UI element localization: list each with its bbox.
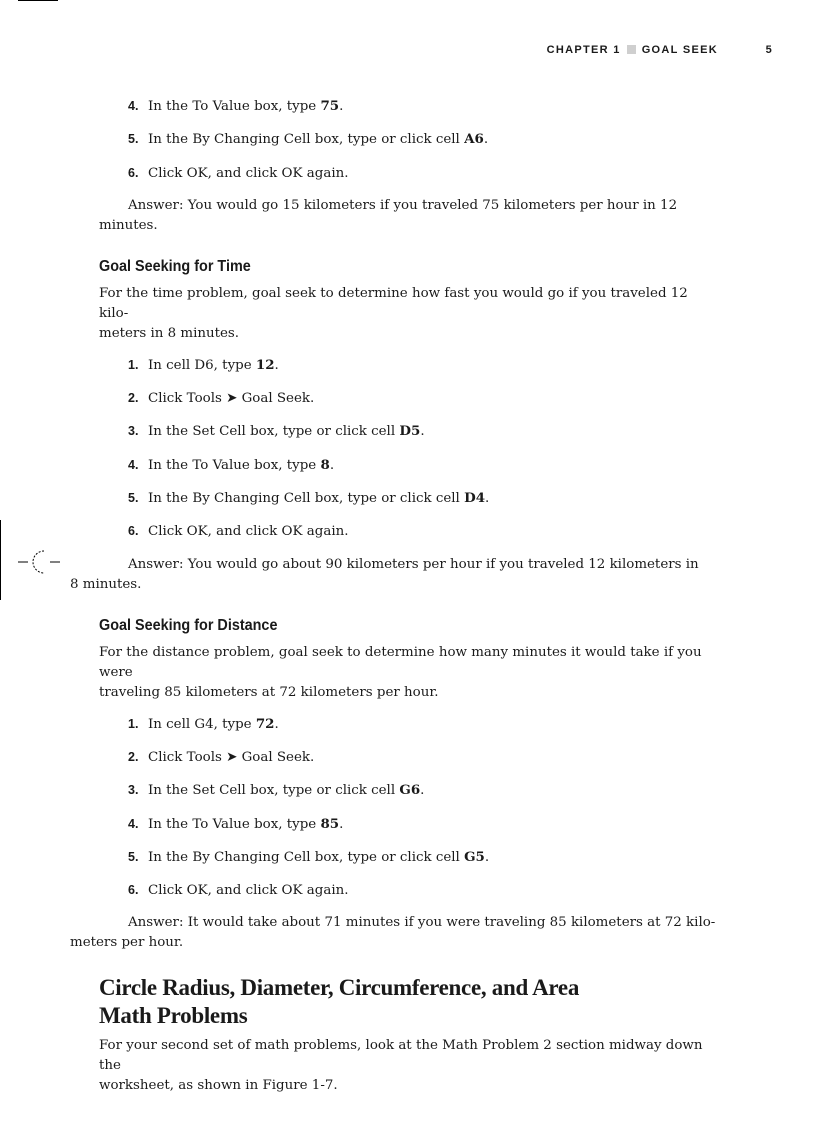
- step-end: .: [485, 491, 490, 507]
- step-item: [99, 488, 719, 509]
- step-end: .: [484, 849, 490, 865]
- step-end: .: [329, 457, 335, 473]
- closing-line: worksheet, as shown in Figure 1-7.: [99, 1078, 338, 1094]
- section-label: GOAL SEEK: [641, 44, 718, 56]
- step-text: Click OK, and click OK again.: [148, 165, 349, 181]
- step-item: [99, 355, 719, 376]
- step-value: 85: [320, 815, 340, 832]
- intro-line: For the distance problem, goal seek to determine how many minutes it would take if you were: [99, 644, 702, 680]
- step-number: 5.: [128, 491, 139, 506]
- crop-mark-left: [0, 520, 1, 600]
- step-number: 6.: [128, 524, 139, 539]
- step-list: [99, 96, 719, 184]
- step-number: 5.: [128, 132, 139, 147]
- step-item: [99, 521, 719, 542]
- step-text: Click Tools ➤ Goal Seek.: [148, 749, 315, 765]
- step-end: .: [274, 357, 279, 373]
- step-text: Click OK, and click OK again.: [148, 883, 349, 899]
- step-value: D5: [399, 423, 421, 440]
- step-text: In the To Value box, type: [148, 99, 321, 114]
- answer-paragraph: [70, 555, 719, 595]
- step-number: 1.: [128, 357, 139, 372]
- step-end: .: [274, 716, 279, 732]
- step-item: [99, 780, 719, 801]
- step-item: [99, 814, 719, 835]
- step-number: 5.: [128, 849, 139, 864]
- heading-line: Circle Radius, Diameter, Circumference, and Area: [99, 975, 580, 1001]
- step-number: 3.: [128, 424, 139, 439]
- intro-paragraph: [99, 643, 719, 703]
- step-end: .: [420, 424, 425, 440]
- intro-line: For the time problem, goal seek to determine how fast you would go if you traveled 12 kilo-: [99, 285, 688, 321]
- step-number: 4.: [128, 816, 139, 831]
- step-end: .: [420, 783, 425, 799]
- header-title: [547, 44, 718, 56]
- step-item: [99, 96, 719, 117]
- step-value: 72: [255, 715, 275, 732]
- step-value: G5: [464, 848, 485, 865]
- separator-square-icon: [627, 45, 636, 54]
- step-number: 6.: [128, 883, 139, 898]
- answer-line: Answer: It would take about 71 minutes if you were traveling 85 kilometers at 72 kilo-: [128, 915, 716, 931]
- step-number: 2.: [128, 391, 139, 406]
- step-value: 8: [320, 456, 330, 473]
- closing-paragraph: [99, 1036, 719, 1096]
- step-number: 1.: [128, 716, 139, 731]
- heading-line: Math Problems: [99, 1003, 248, 1029]
- answer-line: meters per hour.: [70, 935, 184, 951]
- step-item: [99, 129, 719, 150]
- step-item: [99, 163, 719, 184]
- page-number: 5: [765, 44, 773, 56]
- step-end: .: [339, 816, 344, 832]
- answer-line: 8 minutes.: [70, 576, 142, 592]
- step-list: [99, 355, 719, 542]
- step-text: Click OK, and click OK again.: [148, 524, 349, 540]
- step-item: [99, 455, 719, 476]
- step-number: 3.: [128, 783, 139, 798]
- step-text: In the By Changing Cell box, type or click cell: [148, 491, 465, 507]
- closing-line: For your second set of math problems, look at the Math Problem 2 section midway down the: [99, 1038, 703, 1074]
- step-text: In the By Changing Cell box, type or click cell: [148, 849, 465, 865]
- answer-text: Answer: You would go 15 kilometers if you traveled 75 kilometers per hour in 12 minutes.: [99, 197, 678, 233]
- step-number: 2.: [128, 749, 139, 764]
- step-item: [99, 388, 719, 409]
- section-heading-circle: [99, 974, 719, 1030]
- step-text: In the Set Cell box, type or click cell: [148, 424, 400, 440]
- step-number: 4.: [128, 99, 139, 113]
- step-text: In the Set Cell box, type or click cell: [148, 783, 400, 799]
- step-value: 12: [255, 356, 275, 373]
- section-heading-distance: Goal Seeking for Distance: [99, 616, 278, 634]
- step-end: .: [483, 132, 489, 148]
- crop-mark-top: [18, 0, 58, 1]
- step-value: D4: [464, 490, 486, 507]
- step-item: [99, 847, 719, 868]
- chapter-label: CHAPTER 1: [546, 44, 621, 56]
- intro-line: meters in 8 minutes.: [99, 325, 240, 341]
- intro-line: traveling 85 kilometers at 72 kilometers per hour.: [99, 684, 439, 700]
- answer-paragraph: [99, 196, 719, 236]
- step-text: In cell G4, type: [148, 716, 256, 732]
- page-content: [70, 96, 719, 1096]
- step-item: [99, 421, 719, 442]
- running-header: [0, 44, 816, 58]
- section-heading-time: Goal Seeking for Time: [99, 257, 251, 275]
- step-number: 4.: [128, 457, 139, 472]
- step-value: A6: [464, 131, 484, 148]
- registration-mark-icon: [16, 548, 62, 576]
- step-item: [99, 714, 719, 735]
- step-item: [99, 880, 719, 901]
- step-number: 6.: [128, 165, 139, 180]
- step-value: G6: [399, 782, 421, 799]
- step-text: In cell D6, type: [148, 357, 256, 373]
- intro-paragraph: [99, 284, 719, 344]
- step-end: .: [339, 99, 344, 114]
- answer-paragraph: [70, 913, 719, 953]
- step-list: [99, 714, 719, 901]
- step-text: In the By Changing Cell box, type or click cell: [148, 132, 465, 148]
- step-text: Click Tools ➤ Goal Seek.: [148, 391, 315, 407]
- step-text: In the To Value box, type: [148, 816, 321, 832]
- step-text: In the To Value box, type: [148, 457, 321, 473]
- step-item: [99, 747, 719, 768]
- step-value: 75: [320, 98, 340, 114]
- answer-line: Answer: You would go about 90 kilometers per hour if you traveled 12 kilometers in: [128, 556, 699, 572]
